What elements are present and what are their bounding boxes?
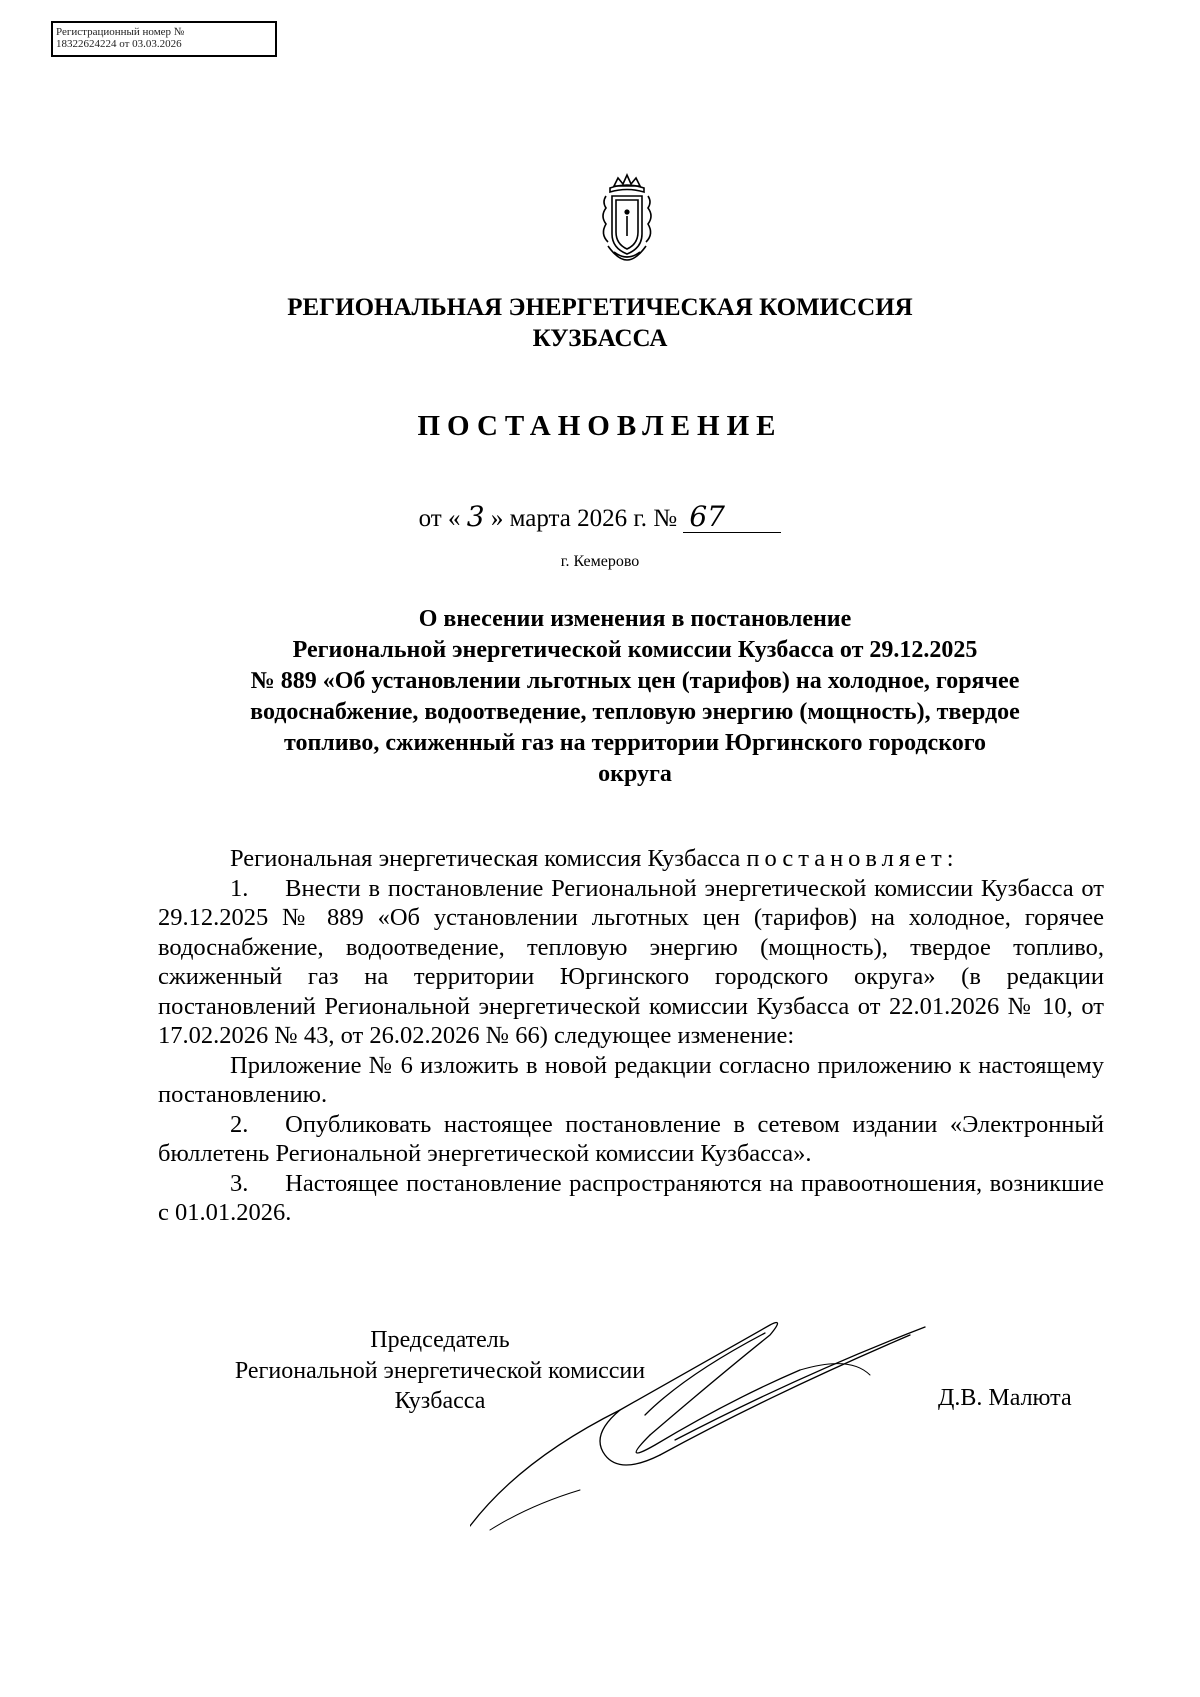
signatory-title-line3: Кузбасса [394, 1388, 486, 1414]
registration-stamp [51, 21, 277, 57]
body-item-2: 2. Опубликовать настоящее постановление в сетевом издании «Электронный бюллетень Региональной энергетической комиссии Кузбасса». [158, 1110, 1104, 1167]
date-line [300, 502, 900, 534]
date-prefix: от « [418, 505, 461, 532]
subject-line6: округа [598, 761, 672, 787]
body-intro [158, 844, 1104, 874]
date-day-handwritten: 3 [466, 500, 485, 533]
document-number-handwritten: 67 [683, 502, 781, 533]
organization-title-line2: КУЗБАССА [532, 325, 668, 352]
subject-line2: Региональной энергетической комиссии Кузбасса от 29.12.2025 [292, 637, 978, 663]
body-item-3: 3. Настоящее постановление распространяются на правоотношения, возникшие с 01.01.2026. [158, 1169, 1104, 1226]
subject-line3: № 889 «Об установлении льготных цен (тарифов) на холодное, горячее [250, 668, 1020, 694]
document-body [158, 844, 1104, 1228]
registration-stamp-line2: 18322624224 от 03.03.2026 [56, 38, 182, 50]
signatory-title-line2: Региональной энергетической комиссии [234, 1357, 646, 1384]
handwritten-signature [470, 1315, 1010, 1545]
organization-title-line1: РЕГИОНАЛЬНАЯ ЭНЕРГЕТИЧЕСКАЯ КОМИССИЯ [287, 294, 913, 321]
city: г. Кемерово [560, 553, 640, 570]
body-intro-text: Региональная энергетическая комиссия Кузбасса [230, 845, 747, 872]
body-item-1-sub: Приложение № 6 изложить в новой редакции согласно приложению к настоящему постановлению. [158, 1051, 1104, 1108]
coat-of-arms-icon [592, 172, 662, 264]
subject-line4: водоснабжение, водоотведение, тепловую энергию (мощность), твердое [250, 699, 1020, 725]
signatory-name: Д.В. Малюта [938, 1385, 1072, 1411]
date-middle: » марта 2026 г. № [490, 505, 678, 532]
body-item-1: 1. Внести в постановление Региональной энергетической комиссии Кузбасса от 29.12.2025 № 889 «Об установлении льготных цен (тарифов) на холодное, горячее водоснабжение, водоотведение, тепловую энергию (мощность), твердое топливо, сжиженный газ на территории Юргинского городского округа» (в редакции постановлений Региональной энергетической комиссии Кузбасса от 22.01.2026 № 10, от 17.02.2026 № 43, от 26.02.2026 № 66) следующее изменение: [158, 874, 1104, 1049]
subject-line1: О внесении изменения в постановление [418, 606, 852, 632]
document-subject [170, 604, 1100, 790]
subject-line5: топливо, сжиженный газ на территории Юргинского городского [284, 730, 986, 756]
signatory-title-line1: Председатель [370, 1327, 510, 1353]
organization-title [150, 292, 1050, 354]
registration-stamp-line1: Регистрационный номер № [56, 26, 185, 38]
document-type: ПОСТАНОВЛЕНИЕ [417, 410, 783, 442]
body-intro-verb: постановляет: [746, 845, 959, 872]
